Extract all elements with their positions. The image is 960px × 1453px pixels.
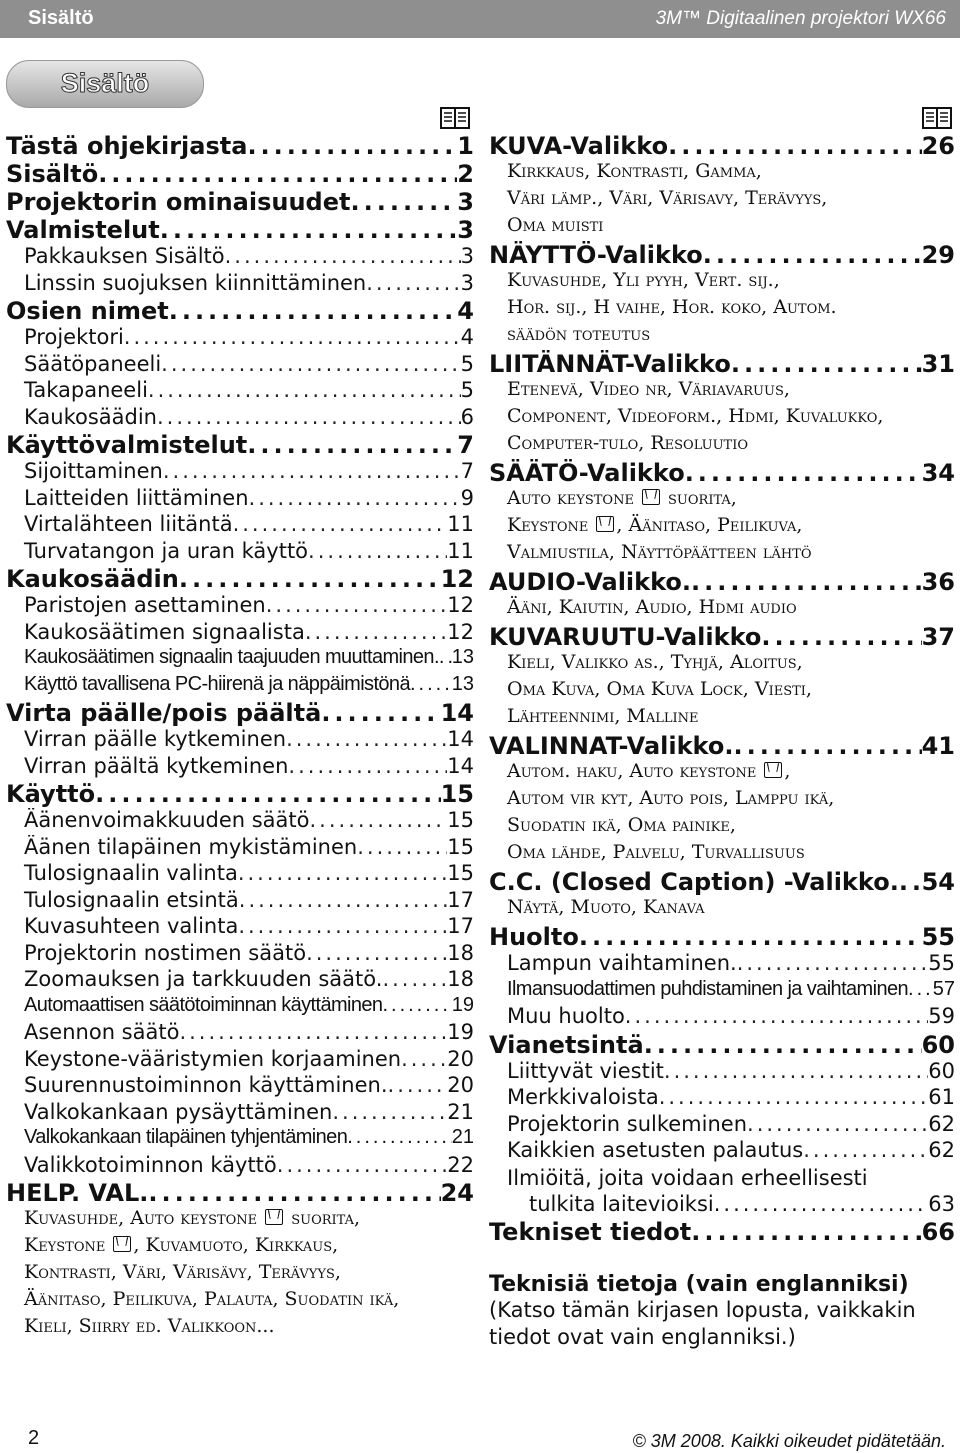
dot-leader (388, 1073, 448, 1097)
toc-page-number: 61 (928, 1085, 955, 1109)
toc-entry-label: Pakkauksen Sisältö (24, 244, 225, 268)
toc-menu-items: Äänitaso, Peilikuva, Palauta, Suodatin ikä, (24, 1288, 400, 1310)
section-title-badge (6, 60, 204, 108)
toc-page-number: 2 (457, 160, 474, 188)
toc-menu-items: Autom vir kyt, Auto pois, Lamppu ikä, (507, 787, 835, 809)
dot-leader (703, 241, 922, 269)
dot-leader (238, 861, 447, 885)
toc-entry[interactable] (6, 727, 474, 754)
toc-page-number: 4 (457, 297, 474, 325)
toc-page-number: 31 (921, 350, 955, 378)
dot-leader (247, 431, 457, 459)
toc-page-number: 13 (451, 646, 474, 668)
toc-page-number: 15 (447, 834, 474, 859)
dot-leader (308, 539, 447, 563)
dot-leader (625, 1004, 928, 1028)
dot-leader (305, 620, 447, 644)
dot-leader (747, 1112, 928, 1136)
toc-entry-label: Tulosignaalin valinta (24, 861, 238, 885)
toc-page-number: 11 (447, 538, 474, 563)
toc-entry-label: Lampun vaihtaminen. (507, 951, 737, 975)
toc-entry-label: Vianetsintä (489, 1030, 644, 1059)
toc-entry-label: Kuvasuhteen valinta (24, 914, 239, 938)
toc-entry-label: Valkokankaan tilapäinen tyhjentäminen (24, 1126, 348, 1148)
toc-entry-label: Paristojen asettaminen (24, 593, 266, 617)
toc-page-number: 63 (928, 1192, 955, 1216)
toc-entry-label: Valikkotoiminnon käyttö (24, 1152, 277, 1177)
dot-leader (225, 244, 461, 268)
dot-leader (179, 1020, 447, 1044)
toc-entry[interactable] (6, 754, 474, 781)
toc-menu-items: Hor. sij., H vaihe, Hor. koko, Autom. (507, 296, 837, 318)
toc-page-number: 12 (447, 619, 474, 644)
dot-leader (439, 646, 452, 669)
toc-menu-items: Kuvasuhde, Yli pyyh, Vert. sij., (507, 269, 780, 291)
toc-menu-items: Kontrasti, Väri, Värisävy, Terävyys, (24, 1261, 341, 1283)
toc-page-number: 18 (447, 940, 474, 965)
toc-entry-label: Suurennustoiminnon käyttäminen. (24, 1073, 388, 1097)
toc-entry[interactable] (6, 1047, 474, 1074)
toc-entry-label: Projektorin sulkeminen (507, 1111, 748, 1136)
toc-page-number: 9 (460, 485, 474, 510)
toc-menu-items: Ääni, Kaiutin, Audio, Hdmi audio (507, 596, 797, 618)
toc-entry-label: Kaukosäädin (6, 565, 179, 593)
toc-entry[interactable] (6, 1020, 474, 1047)
toc-heading[interactable] (489, 568, 955, 596)
toc-entry-label: Zoomauksen ja tarkkuuden säätö. (24, 967, 383, 991)
toc-page-number: 6 (460, 404, 474, 429)
toc-entry-label: Valkokankaan pysäyttäminen (24, 1099, 333, 1124)
toc-page-number: 7 (457, 431, 474, 459)
toc-entry-label: Kaikkien asetusten palautus (507, 1138, 804, 1162)
toc-page-number: 12 (447, 593, 474, 617)
header-bar (0, 0, 960, 38)
toc-page-number: 29 (921, 241, 955, 269)
toc-entry-label: Käyttö (6, 780, 96, 808)
toc-entry-label: Asennon säätö (24, 1020, 180, 1044)
toc-entry-label: Laitteiden liittäminen (24, 485, 249, 510)
keystone-icon (764, 762, 782, 778)
toc-page-number: 15 (440, 780, 474, 808)
dot-leader (310, 808, 448, 832)
dot-leader (160, 216, 458, 244)
toc-page-number: 21 (447, 1099, 474, 1124)
toc-page-number: 18 (447, 967, 474, 991)
toc-page-number: 11 (447, 512, 474, 536)
dot-leader (306, 941, 447, 965)
toc-entry[interactable] (6, 967, 474, 994)
toc-menu-items: Component, Videoform., Hdmi, Kuvalukko, (507, 405, 884, 427)
toc-entry-label: NÄYTTÖ-Valikko (489, 241, 703, 269)
toc-entry-label: Valmistelut (6, 216, 160, 244)
dot-leader (908, 978, 933, 1001)
dot-leader (899, 868, 922, 896)
toc-page-number: 66 (921, 1217, 955, 1246)
toc-entry-label: KUVARUUTU-Valikko (489, 623, 762, 651)
toc-heading[interactable] (489, 868, 955, 896)
header-section: Sisältö (28, 7, 94, 29)
toc-entry[interactable] (6, 1100, 474, 1127)
dot-leader (691, 1218, 921, 1246)
toc-page-number: 15 (447, 861, 474, 885)
toc-entry[interactable] (6, 994, 474, 1021)
toc-entry-label: Liittyvät viestit (507, 1058, 664, 1083)
toc-page-number: 3 (460, 244, 474, 268)
toc-entry[interactable] (6, 593, 474, 620)
dot-leader (733, 732, 921, 760)
toc-menu-items: Etenevä, Video nr, Väriavaruus, (507, 378, 790, 400)
toc-entry-label: Virtalähteen liitäntä (24, 512, 233, 536)
toc-entry-label: Takapaneeli (24, 378, 148, 402)
toc-entry-label: Kaukosäätimen signaalin taajuuden muuttaminen. (24, 646, 439, 668)
toc-page-number: 14 (447, 727, 474, 751)
toc-page-number: 19 (451, 993, 474, 1016)
toc-menu-items: Väri lämp., Väri, Värisavy, Terävyys, (507, 187, 828, 209)
toc-heading[interactable] (489, 1031, 955, 1059)
toc-entry-label: Sijoittaminen (24, 459, 163, 483)
dot-leader (148, 1179, 440, 1207)
dot-leader (347, 1126, 452, 1149)
dot-leader (685, 459, 922, 487)
toc-entry[interactable] (6, 888, 474, 915)
toc-heading[interactable] (6, 160, 474, 188)
toc-entry[interactable] (6, 1073, 474, 1100)
toc-entry[interactable] (6, 352, 474, 379)
dot-leader (233, 512, 448, 536)
toc-page-number: 3 (457, 216, 474, 244)
toc-page-number: 41 (921, 732, 955, 760)
toc-entry[interactable] (6, 646, 474, 673)
dot-leader (357, 835, 447, 859)
dot-leader (731, 350, 922, 378)
toc-right-column (489, 132, 955, 1351)
dot-leader (350, 188, 457, 216)
toc-menu-items: Oma Kuva, Oma Kuva Lock, Viesti, (507, 678, 812, 700)
toc-menu-items: Oma lähde, Palvelu, Turvallisuus (507, 841, 805, 863)
toc-entry-label: Kaukosäätimen signaalista (24, 619, 305, 644)
toc-entry[interactable] (6, 325, 474, 352)
toc-page-number: 26 (921, 132, 955, 160)
toc-entry-label: SÄÄTÖ-Valikko (489, 459, 685, 487)
toc-entry[interactable] (6, 378, 474, 405)
dot-leader (579, 923, 922, 951)
toc-left-column (6, 132, 474, 1342)
toc-page-number: 17 (447, 914, 474, 938)
toc-entry-label: AUDIO-Valikko. (489, 568, 692, 596)
toc-page-number: 4 (460, 325, 474, 349)
dot-leader (691, 568, 922, 596)
dot-leader (249, 486, 461, 510)
dot-leader (664, 1059, 928, 1083)
toc-entry[interactable] (6, 405, 474, 432)
toc-entry-label: Muu huolto (507, 1004, 625, 1028)
toc-page-number: 55 (921, 923, 955, 951)
toc-heading[interactable] (6, 431, 474, 459)
toc-page-number: 57 (932, 977, 955, 1000)
toc-entry-label: Huolto (489, 923, 579, 951)
toc-heading[interactable] (489, 459, 955, 487)
toc-page-number: 37 (921, 623, 955, 651)
toc-entry-label: KUVA-Valikko (489, 132, 669, 160)
toc-heading[interactable] (6, 565, 474, 593)
toc-page-number: 24 (440, 1179, 474, 1207)
toc-menu-items: Computer-tulo, Resoluutio (507, 432, 749, 454)
toc-page-number: 1 (457, 132, 474, 160)
toc-menu-items: Näytä, Muoto, Kanava (507, 896, 705, 918)
toc-page-number: 5 (460, 378, 474, 402)
toc-entry[interactable] (6, 914, 474, 941)
toc-menu-items: Kieli, Siirry ed. Valikkoon... (24, 1315, 275, 1337)
copyright: © 3M 2008. Kaikki oikeudet pidätetään. (632, 1431, 946, 1451)
toc-entry-label: Projektorin nostimen säätö (24, 940, 307, 965)
toc-page-number: 13 (451, 672, 474, 695)
dot-leader (382, 967, 447, 991)
dot-leader (288, 754, 447, 778)
toc-heading[interactable] (6, 188, 474, 216)
toc-entry-label: Linssin suojuksen kiinnittäminen (24, 270, 367, 295)
dot-leader (803, 1138, 928, 1162)
dot-leader (124, 325, 461, 349)
toc-page-number: 62 (928, 1111, 955, 1136)
dot-leader (239, 888, 447, 912)
toc-menu-items: Oma muisti (507, 214, 604, 236)
toc-menu-items: Valmiustila, Näyttöpäätteen lähtö (507, 541, 812, 563)
toc-entry-label: Ilmiöitä, joita voidaan erheellisesti (507, 1165, 868, 1190)
technical-info-note: (Katso tämän kirjasen lopusta, vaikkakin tiedot ovat vain englanniksi.) (489, 1297, 916, 1349)
toc-heading[interactable] (489, 350, 955, 378)
toc-entry[interactable] (6, 941, 474, 968)
dot-leader (366, 271, 460, 295)
toc-entry-label: Kaukosäädin (24, 404, 157, 429)
toc-entry-label: Ilmansuodattimen puhdistaminen ja vaihtaminen (507, 977, 909, 1000)
toc-page-number: 17 (447, 887, 474, 912)
toc-entry[interactable] (489, 1112, 955, 1139)
dot-leader (714, 1191, 929, 1218)
toc-entry-label: Virta päälle/pois päältä (6, 699, 322, 727)
dot-leader (179, 565, 441, 593)
toc-entry[interactable] (6, 271, 474, 298)
toc-menu-items: Kirkkaus, Kontrasti, Gamma, (507, 160, 762, 182)
toc-entry[interactable] (489, 1004, 955, 1031)
toc-heading[interactable] (489, 132, 955, 160)
dot-leader (247, 132, 457, 160)
toc-entry-label: tulkita laitevioiksi (529, 1192, 714, 1216)
dot-leader (321, 699, 440, 727)
dot-leader (169, 297, 458, 325)
toc-heading[interactable] (6, 297, 474, 325)
dot-leader (644, 1031, 922, 1059)
toc-page-number: 19 (447, 1020, 474, 1044)
toc-entry[interactable] (6, 244, 474, 271)
toc-entry[interactable] (6, 512, 474, 539)
toc-entry[interactable] (6, 861, 474, 888)
dot-leader (95, 780, 440, 808)
toc-page-number: 7 (460, 459, 474, 483)
toc-menu-items: Keystone , Äänitaso, Peilikuva, (507, 514, 803, 536)
toc-entry-label: Käyttö tavallisena PC-hiirenä ja näppäimistönä (24, 672, 410, 695)
toc-page-number: 21 (451, 1126, 474, 1148)
toc-page-number: 20 (447, 1073, 474, 1097)
toc-page-number: 59 (928, 1004, 955, 1028)
toc-entry[interactable] (489, 1138, 955, 1165)
toc-entry-label: Äänenvoimakkuuden säätö (24, 808, 310, 832)
toc-page-number: 5 (460, 351, 474, 376)
toc-entry-label: Keystone-vääristymien korjaaminen (24, 1046, 402, 1071)
toc-menu-items: Auto keystone suorita, (507, 487, 737, 509)
toc-entry-label: Sisältö (6, 160, 99, 188)
toc-entry[interactable] (6, 808, 474, 835)
dot-leader (332, 1100, 447, 1124)
toc-entry[interactable] (489, 1085, 955, 1112)
dot-leader (238, 914, 447, 938)
keystone-icon (265, 1209, 283, 1225)
section-title: Sisältö (60, 68, 150, 98)
toc-entry-label: Osien nimet (6, 297, 169, 325)
toc-entry-label: Käyttövalmistelut (6, 431, 248, 459)
toc-heading[interactable] (489, 1218, 955, 1246)
toc-heading[interactable] (6, 132, 474, 160)
dot-leader (157, 405, 461, 429)
keystone-icon (113, 1236, 131, 1252)
toc-menu-items: Keystone , Kuvamuoto, Kirkkaus, (24, 1234, 339, 1256)
dot-leader (659, 1085, 929, 1109)
technical-info-title[interactable]: Teknisiä tietoja (vain englanniksi) (489, 1271, 909, 1297)
toc-heading[interactable] (489, 732, 955, 760)
toc-entry-label: C.C. (Closed Caption) -Valikko. (489, 868, 899, 896)
keystone-icon (642, 489, 660, 505)
toc-entry[interactable] (489, 951, 955, 978)
toc-page-number: 3 (460, 270, 474, 295)
toc-heading[interactable] (489, 623, 955, 651)
toc-entry-label: Äänen tilapäinen mykistäminen (24, 834, 358, 859)
toc-heading[interactable] (6, 699, 474, 727)
book-icon (922, 107, 952, 129)
toc-page-number: 12 (440, 565, 474, 593)
toc-page-number: 22 (447, 1152, 474, 1177)
toc-entry-label: Projektori (24, 325, 124, 349)
dot-leader (410, 673, 452, 696)
dot-leader (668, 132, 922, 160)
toc-entry[interactable] (489, 978, 955, 1005)
toc-entry-label: VALINNAT-Valikko. (489, 732, 734, 760)
toc-page-number: 15 (447, 808, 474, 832)
keystone-icon (596, 516, 614, 532)
toc-entry[interactable] (489, 1165, 955, 1218)
dot-leader (286, 727, 447, 751)
toc-page-number: 14 (447, 753, 474, 778)
toc-entry[interactable] (6, 835, 474, 862)
toc-entry-label: Säätöpaneeli (24, 351, 162, 376)
toc-entry-label: Virran päältä kytkeminen (24, 753, 289, 778)
toc-entry[interactable] (6, 1126, 474, 1153)
toc-page-number: 20 (447, 1046, 474, 1071)
dot-leader (382, 994, 451, 1017)
toc-menu-items: Kuvasuhde, Auto keystone suorita, (24, 1207, 361, 1229)
dot-leader (277, 1153, 448, 1177)
toc-entry-label: Tulosignaalin etsintä (24, 887, 239, 912)
toc-heading[interactable] (489, 241, 955, 269)
toc-page-number: 36 (921, 568, 955, 596)
toc-menu-items: Lähteennimi, Malline (507, 705, 699, 727)
toc-entry[interactable] (6, 459, 474, 486)
toc-entry-label: Automaattisen säätötoiminnan käyttäminen (24, 993, 383, 1016)
toc-entry-label: LIITÄNNÄT-Valikko (489, 350, 731, 378)
dot-leader (148, 378, 461, 402)
toc-heading[interactable] (489, 923, 955, 951)
toc-heading[interactable] (6, 1179, 474, 1207)
toc-entry-label: HELP. VAL. (6, 1179, 149, 1207)
toc-entry[interactable] (6, 539, 474, 566)
dot-leader (163, 459, 461, 483)
toc-heading[interactable] (6, 216, 474, 244)
toc-page-number: 54 (921, 868, 955, 896)
toc-page-number: 34 (921, 459, 955, 487)
toc-entry-label: Projektorin ominaisuudet (6, 188, 351, 216)
toc-heading[interactable] (6, 780, 474, 808)
toc-entry[interactable] (6, 1153, 474, 1180)
toc-page-number: 60 (921, 1030, 955, 1059)
toc-entry[interactable] (489, 1059, 955, 1086)
toc-entry-label: Tekniset tiedot (489, 1217, 692, 1246)
dot-leader (266, 593, 448, 617)
toc-page-number: 3 (457, 188, 474, 216)
toc-entry-label: Merkkivaloista (507, 1085, 659, 1109)
toc-entry-label: Tästä ohjekirjasta (6, 132, 248, 160)
dot-leader (737, 951, 929, 975)
toc-menu-items: Autom. haku, Auto keystone , (507, 760, 791, 782)
toc-page-number: 55 (928, 951, 955, 975)
dot-leader (401, 1047, 447, 1071)
toc-page-number: 60 (928, 1058, 955, 1083)
toc-menu-items: säädön toteutus (507, 323, 651, 345)
toc-entry[interactable] (6, 486, 474, 513)
toc-entry[interactable] (6, 620, 474, 647)
header-product: 3M™ Digitaalinen projektori WX66 (655, 8, 946, 29)
page-number: 2 (28, 1427, 40, 1449)
toc-entry-continued (507, 1191, 955, 1218)
dot-leader (761, 623, 921, 651)
toc-entry[interactable] (6, 673, 474, 700)
toc-entry-label: Turvatangon ja uran käyttö (24, 538, 309, 563)
toc-entry-label: Virran päälle kytkeminen (24, 727, 287, 751)
book-icon (440, 107, 470, 129)
dot-leader (161, 352, 460, 376)
toc-page-number: 62 (928, 1138, 955, 1162)
dot-leader (98, 160, 457, 188)
toc-menu-items: Suodatin ikä, Oma painike, (507, 814, 736, 836)
toc-menu-items: Kieli, Valikko as., Tyhjä, Aloitus, (507, 651, 803, 673)
toc-page-number: 14 (440, 699, 474, 727)
